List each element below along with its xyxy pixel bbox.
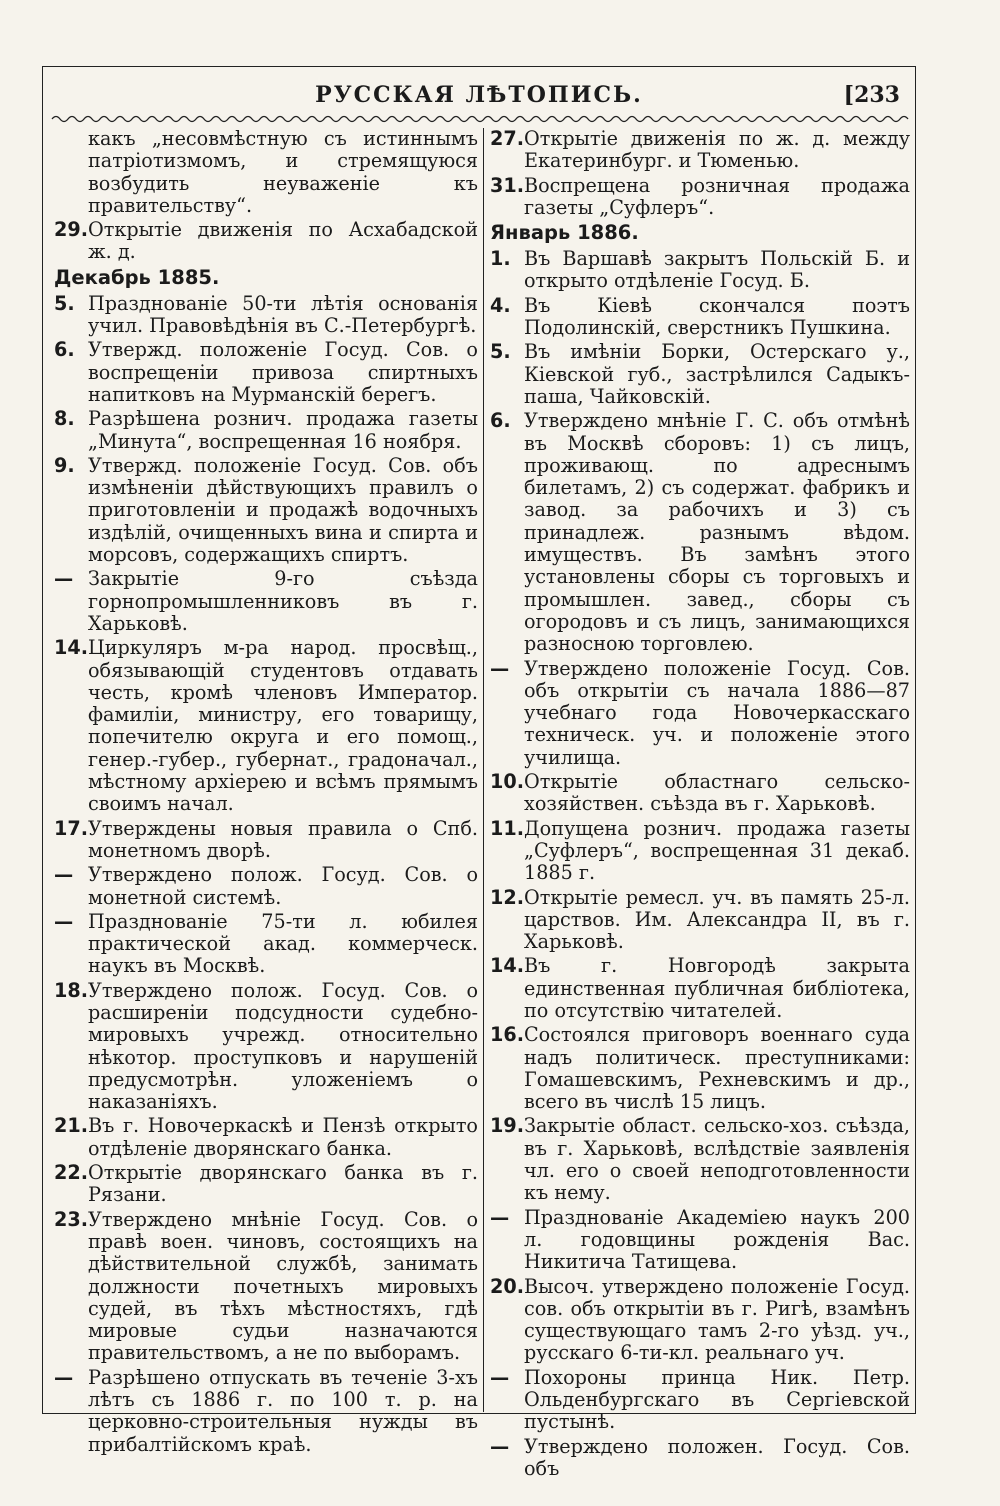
chronicle-entry xyxy=(490,1367,910,1434)
entry-date: 16. xyxy=(490,1023,524,1047)
entry-text: Закрытіе 9-го съѣзда горнопромышленниковъ въ г. Харьковѣ. xyxy=(88,567,478,635)
chronicle-entry xyxy=(54,1162,478,1207)
chronicle-entry xyxy=(54,1209,478,1365)
entry-date: — xyxy=(54,909,74,933)
chronicle-entry xyxy=(490,658,910,769)
entry-date: 11. xyxy=(490,816,524,840)
entry-date: 5. xyxy=(490,340,511,364)
chronicle-entry xyxy=(54,637,478,815)
entry-text: Разрѣшена рознич. продажа газеты „Минута“, воспрещенная 16 ноября. xyxy=(88,407,478,453)
entry-date: 27. xyxy=(490,127,524,150)
chronicle-entry xyxy=(54,568,478,635)
entry-date: — xyxy=(490,1434,510,1458)
entry-date: 6. xyxy=(490,409,511,433)
entry-date: 21. xyxy=(54,1114,88,1138)
entry-date: 17. xyxy=(54,816,88,840)
left-column xyxy=(54,127,478,1456)
running-title: РУССКАЯ ЛѢТОПИСЬ. xyxy=(315,82,643,108)
entry-text: Утверждено полож. Госуд. Сов. о монетной системѣ. xyxy=(88,863,478,909)
entry-date: — xyxy=(490,1205,510,1229)
page-number: [233 xyxy=(843,82,900,108)
entry-text: Празднованіе 50-ти лѣтія основанія учил. Правовѣдѣнія въ С.-Петербургѣ. xyxy=(88,291,478,338)
month-heading: Январь 1886. xyxy=(490,221,639,245)
chronicle-entry xyxy=(490,1207,910,1274)
entry-date: 8. xyxy=(54,407,75,431)
entry-text: Празднованіе 75-ти л. юбилея практической акад. коммерческ. наукъ въ Москвѣ. xyxy=(88,909,478,978)
entry-date: 18. xyxy=(54,978,88,1002)
entry-text: Открытіе дворянскаго банка въ г. Рязани. xyxy=(88,1161,478,1207)
chronicle-entry xyxy=(490,410,910,655)
entry-date: 1. xyxy=(490,247,511,271)
entry-date: 14. xyxy=(490,954,524,978)
entry-text: какъ „несовмѣстную съ истиннымъ патріотизмомъ, и стремящуюся возбудить неуваженіе къ правительству“. xyxy=(88,127,478,217)
entry-text: Открытіе движенія по ж. д. между Екатеринбург. и Тюменью. xyxy=(524,127,910,173)
chronicle-entry xyxy=(54,455,478,566)
chronicle-entry xyxy=(490,1436,910,1481)
chronicle-entry xyxy=(54,1367,478,1456)
chronicle-entry xyxy=(54,219,478,264)
entry-date: — xyxy=(54,863,74,887)
chronicle-entry xyxy=(54,293,478,338)
chronicle-entry xyxy=(490,175,910,220)
chronicle-entry xyxy=(490,128,910,173)
chronicle-entry xyxy=(490,295,910,340)
entry-date: 31. xyxy=(490,173,524,197)
month-heading: Декабрь 1885. xyxy=(54,265,220,289)
entry-text: Состоялся приговоръ военнаго суда надъ политическ. преступниками: Гомашевскимъ, Рехневскимъ и др., всего въ числѣ 15 лицъ. xyxy=(524,1023,910,1114)
right-column xyxy=(490,127,910,1480)
entry-text: Утверждено мнѣніе Г. С. объ отмѣнѣ въ Москвѣ сборовъ: 1) съ лицъ, проживающ. по адреснымъ билетамъ, 2) съ содержат. фабрикъ и завод. за рабочихъ и 3) съ принадлеж. разнымъ вѣдом. имуществъ. Въ замѣнъ этого установлены сборы съ торговыхъ и промышлен. завед., сборы съ огородовъ и съ лицъ, занимающихся разносною торговлею. xyxy=(524,409,910,656)
chronicle-entry xyxy=(54,864,478,909)
entry-text: Празднованіе Академіею наукъ 200 л. годовщины рожденія Вас. Никитича Татищева. xyxy=(524,1205,910,1274)
entry-text: Утвержд. положеніе Госуд. Сов. объ измѣненіи дѣйствующихъ правилъ о приготовленіи и продажѣ водочныхъ издѣлій, очищенныхъ вина и спирта и морсовъ, содержащихъ спиртъ. xyxy=(88,453,478,567)
entry-date: 20. xyxy=(490,1274,524,1298)
entry-text: Въ г. Новгородѣ закрыта единственная публичная библіотека, по отсутствію читателей. xyxy=(524,954,910,1022)
entry-date: 22. xyxy=(54,1161,88,1185)
entry-text: Въ имѣніи Борки, Остерскаго у., Кіевской губ., застрѣлился Садыкъ-паша, Чайковскій. xyxy=(524,340,910,408)
entry-text: Въ Кіевѣ скончался поэтъ Подолинскій, сверстникъ Пушкина. xyxy=(524,293,910,340)
column-divider xyxy=(483,128,484,1412)
chronicle-entry xyxy=(490,341,910,408)
entry-text: Открытіе ремесл. уч. въ память 25-л. царствов. Им. Александра II, въ г. Харьковѣ. xyxy=(524,885,910,954)
entry-continuation xyxy=(54,128,478,217)
entry-date: 10. xyxy=(490,770,524,794)
entry-date: 5. xyxy=(54,291,75,315)
chronicle-entry xyxy=(490,818,910,885)
entry-date: — xyxy=(54,567,74,591)
entry-text: Похороны принца Ник. Петр. Ольденбургскаго въ Сергіевской пустынѣ. xyxy=(524,1365,910,1434)
chronicle-entry xyxy=(490,771,910,816)
chronicle-entry xyxy=(490,1115,910,1204)
chronicle-entry xyxy=(490,887,910,954)
entry-date: 19. xyxy=(490,1114,524,1138)
entry-text: Утверждено полож. Госуд. Сов. о расширеніи подсудности судебно-мировыхъ учрежд. относительно нѣкотор. проступковъ и нарушеній предусмотрѣн. уложеніемъ о наказаніяхъ. xyxy=(88,978,478,1114)
entry-date: — xyxy=(490,1365,510,1389)
chronicle-entry xyxy=(54,1115,478,1160)
chronicle-entry xyxy=(490,1276,910,1365)
entry-text: Разрѣшено отпускать въ теченіе 3-хъ лѣтъ съ 1886 г. по 100 т. р. на церковно-строительныя нужды въ прибалтійскомъ краѣ. xyxy=(88,1365,478,1456)
chronicle-entry xyxy=(490,248,910,293)
entry-date: 14. xyxy=(54,636,88,660)
entry-text: Въ г. Новочеркаскѣ и Пензѣ открыто отдѣленіе дворянскаго банка. xyxy=(88,1114,478,1160)
entry-text: Высоч. утверждено положеніе Госуд. сов. объ открытіи въ г. Ригѣ, взамѣнъ существующаго тамъ 2-го уѣзд. уч., русскаго 6-ти-кл. реальнаго уч. xyxy=(524,1274,910,1365)
entry-text: Утвержд. положеніе Госуд. Сов. о воспрещеніи привоза спиртныхъ напитковъ на Мурманскій берегъ. xyxy=(88,338,478,406)
entry-date: — xyxy=(54,1365,74,1389)
chronicle-entry xyxy=(54,339,478,406)
running-header xyxy=(42,82,916,112)
entry-text: Утверждено мнѣніе Госуд. Сов. о правѣ воен. чиновъ, состоящихъ на дѣйствительной службѣ, занимать должности почетныхъ мировыхъ судей, въ тѣхъ мѣстностяхъ, гдѣ мировые судьи назначаются правительствомъ, а не по выборамъ. xyxy=(88,1207,478,1365)
entry-text: Допущена рознич. продажа газеты „Суфлеръ“, воспрещенная 31 декаб. 1885 г. xyxy=(524,816,910,885)
chronicle-entry xyxy=(54,911,478,978)
entry-text: Закрытіе област. сельско-хоз. съѣзда, въ г. Харьковѣ, вслѣдствіе заявленія чл. его о своей неподготовленности къ нему. xyxy=(524,1114,910,1205)
entry-text: Въ Варшавѣ закрытъ Польскій Б. и открыто отдѣленіе Госуд. Б. xyxy=(524,247,910,293)
entry-date: 9. xyxy=(54,453,75,477)
entry-text: Открытіе движенія по Асхабадской ж. д. xyxy=(88,218,478,264)
entry-date: — xyxy=(490,656,510,680)
chronicle-entry xyxy=(54,408,478,453)
entry-date: 23. xyxy=(54,1207,88,1231)
entry-text: Воспрещена розничная продажа газеты „Суфлеръ“. xyxy=(524,173,910,219)
entry-text: Открытіе областнаго сельско-хозяйствен. съѣзда въ г. Харьковѣ. xyxy=(524,770,910,816)
entry-text: Утверждено положеніе Госуд. Сов. объ открытіи съ начала 1886—87 учебнаго года Новочеркасскаго техническ. уч. и положеніе этого училища. xyxy=(524,656,910,769)
chronicle-entry xyxy=(490,955,910,1022)
entry-date: 29. xyxy=(54,218,88,242)
chronicle-entry xyxy=(54,818,478,863)
entry-text: Циркуляръ м-ра народ. просвѣщ., обязывающій студентовъ отдавать честь, кромѣ членовъ Император. фамиліи, министру, его товарищу, попечителю округа и его помощ., генер.-губер., губернат., градоначал., мѣстному архіерею и всѣмъ прямымъ своимъ начал. xyxy=(88,636,478,816)
chronicle-entry xyxy=(54,980,478,1114)
entry-date: 4. xyxy=(490,293,511,317)
entry-text: Утверждено положен. Госуд. Сов. объ xyxy=(524,1434,910,1480)
entry-date: 12. xyxy=(490,885,524,909)
wavy-header-rule xyxy=(52,112,904,126)
chronicle-entry xyxy=(490,1024,910,1113)
entry-text: Утверждены новыя правила о Спб. монетномъ дворѣ. xyxy=(88,816,478,862)
entry-date: 6. xyxy=(54,338,75,362)
